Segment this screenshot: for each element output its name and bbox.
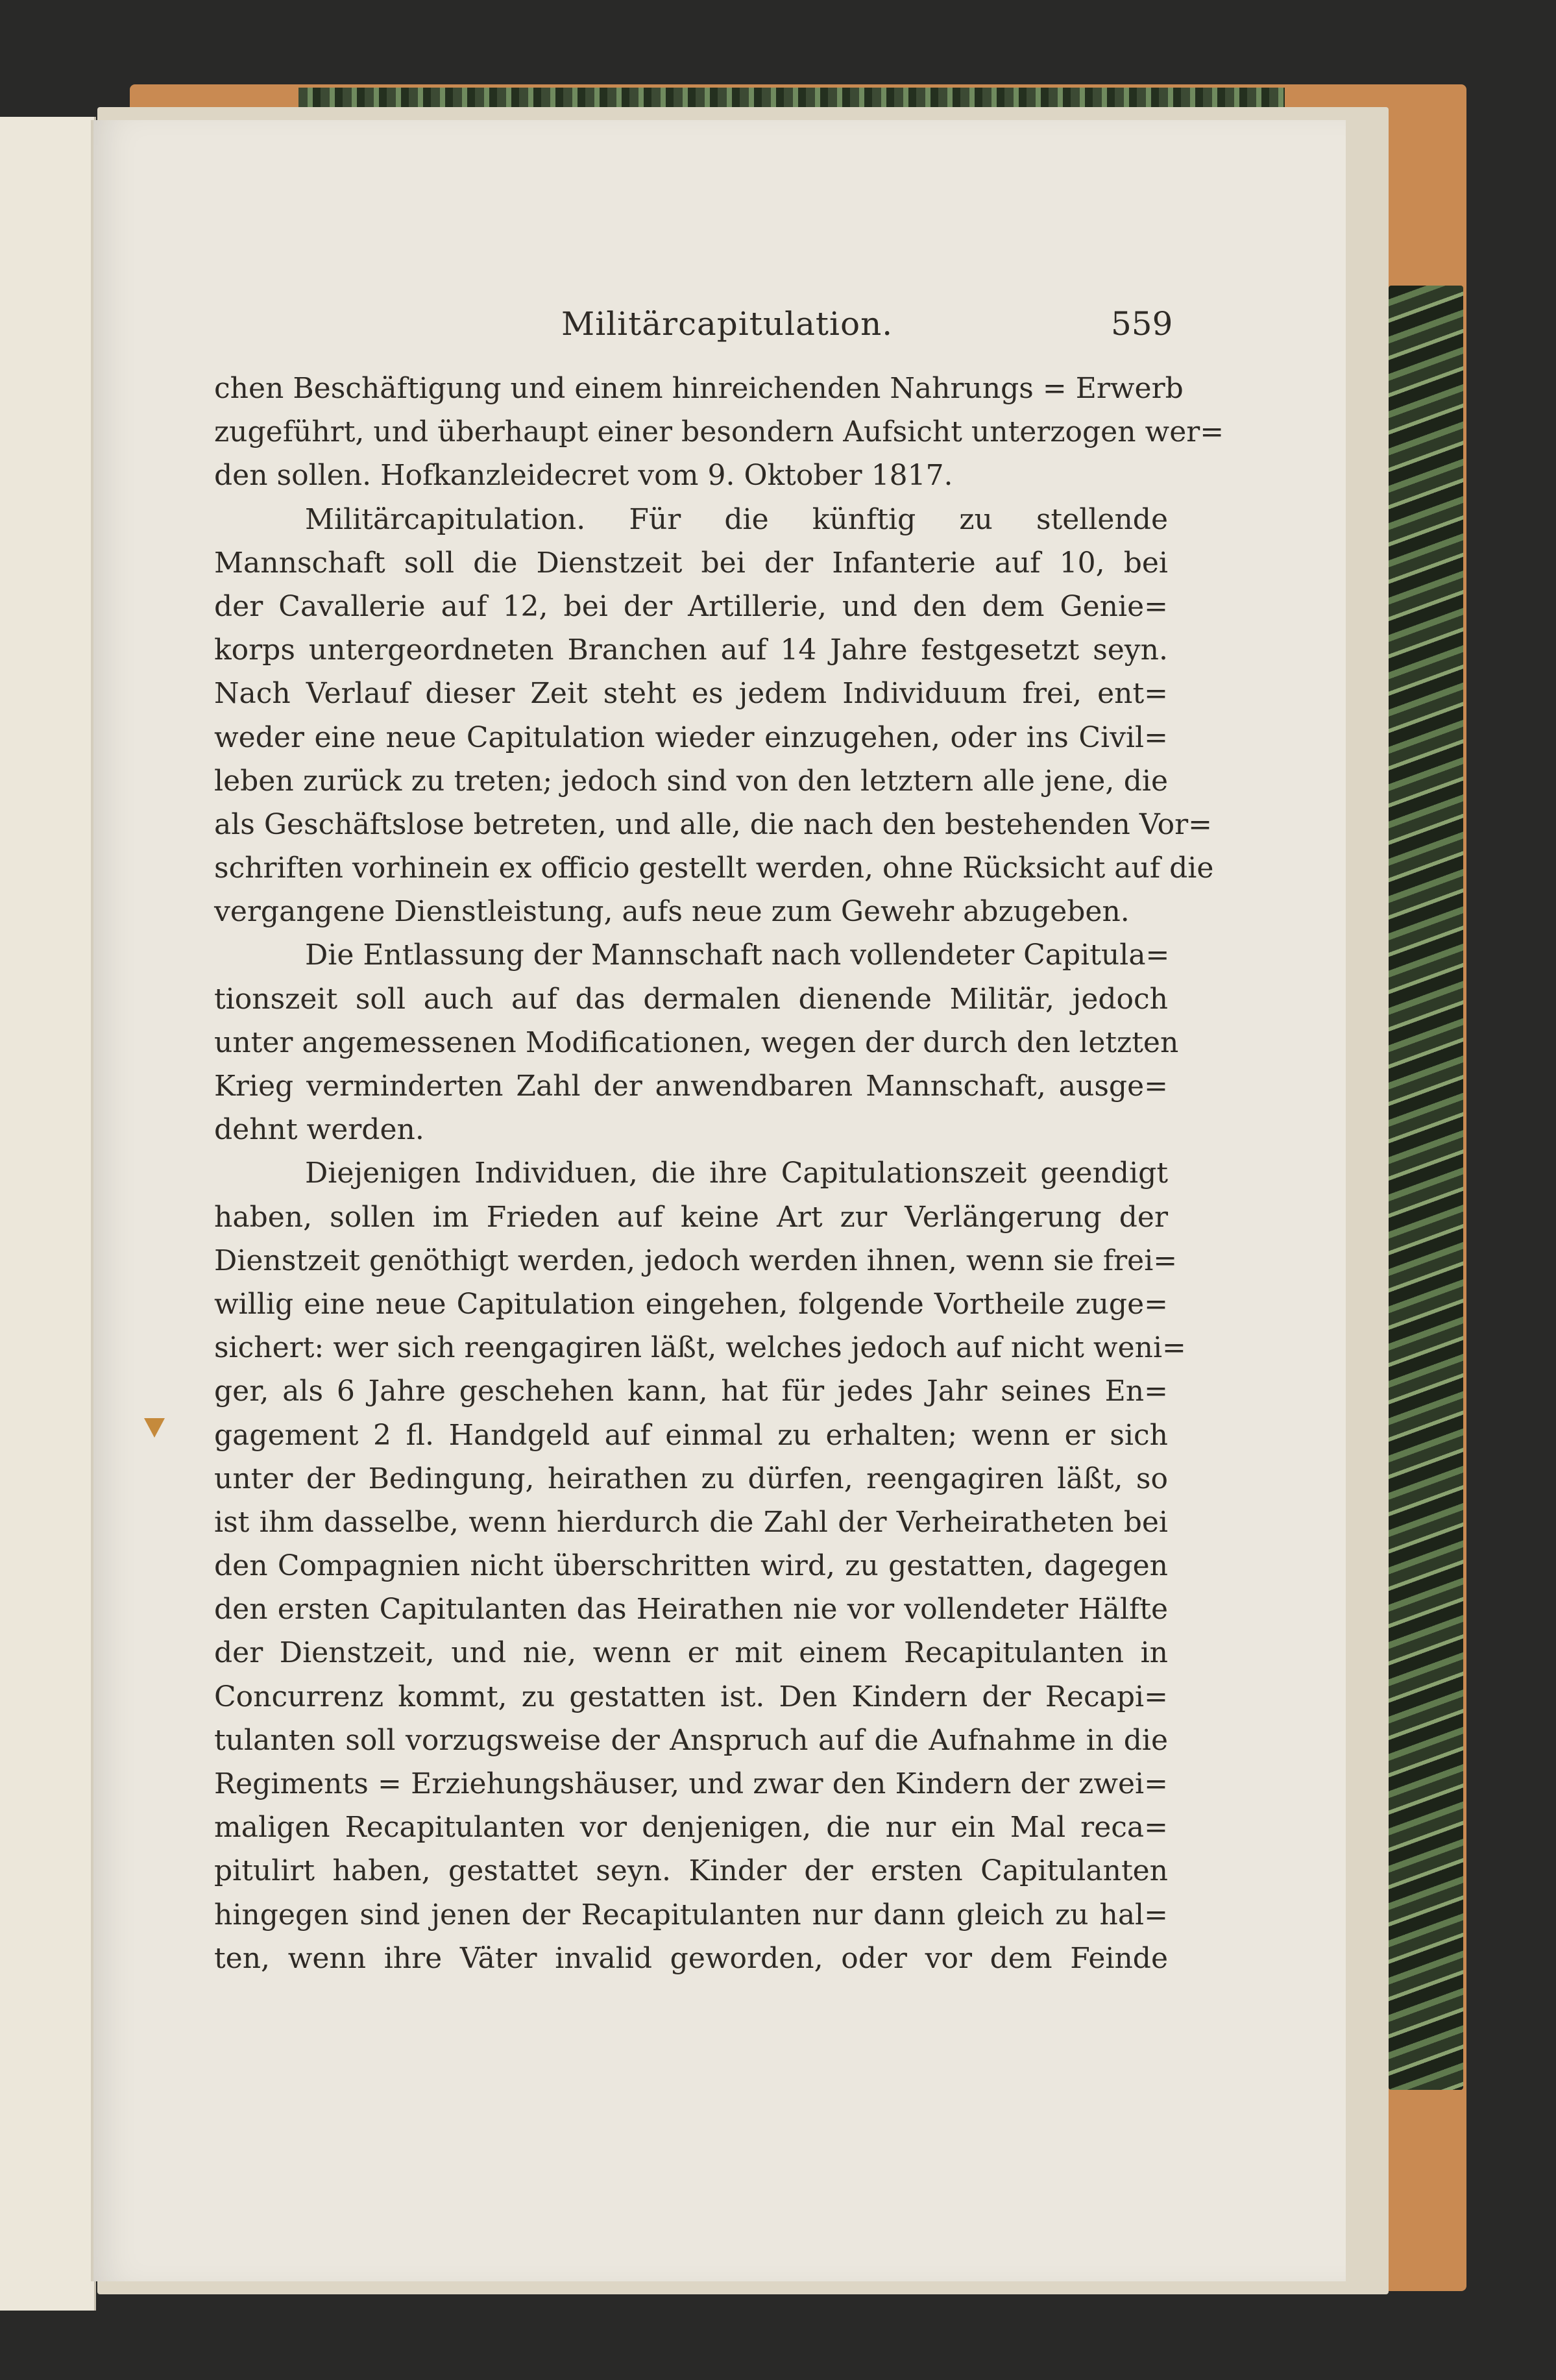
- text-line: vergangene Dienstleistung, aufs neue zum Gewehr abzugeben.: [214, 895, 1130, 929]
- text-line: leben zurück zu treten; jedoch sind von den letztern alle jene, die: [214, 764, 1168, 798]
- page-number: 559: [1111, 305, 1173, 343]
- text-line: Dienstzeit genöthigt werden, jedoch werden ihnen, wenn sie frei=: [214, 1244, 1178, 1277]
- text-line: Nach Verlauf dieser Zeit steht es jedem Individuum frei, ent=: [214, 677, 1168, 711]
- text-line: dehnt werden.: [214, 1113, 424, 1147]
- marbled-edge-right: [1389, 286, 1463, 2090]
- text-line: sichert: wer sich reengagiren läßt, welches jedoch auf nicht weni=: [214, 1331, 1186, 1365]
- body-text: [214, 367, 1224, 1980]
- text-line: ger, als 6 Jahre geschehen kann, hat für jedes Jahr seines En=: [214, 1375, 1168, 1408]
- text-line: ten, wenn ihre Väter invalid geworden, oder vor dem Feinde: [214, 1941, 1168, 1975]
- page-mark-icon: [144, 1418, 165, 1438]
- text-line: haben, sollen im Frieden auf keine Art zur Verlängerung der: [214, 1200, 1168, 1234]
- running-title: Militärcapitulation.: [561, 305, 893, 343]
- text-line: korps untergeordneten Branchen auf 14 Jahre festgesetzt seyn.: [214, 633, 1168, 667]
- text-line: Krieg verminderten Zahl der anwendbaren Mannschaft, ausge=: [214, 1070, 1168, 1103]
- text-line: Diejenigen Individuen, die ihre Capitulationszeit geendigt: [305, 1157, 1168, 1190]
- text-line: unter angemessenen Modificationen, wegen der durch den letzten: [214, 1025, 1179, 1059]
- text-line: pitulirt haben, gestattet seyn. Kinder der ersten Capitulanten: [214, 1854, 1168, 1888]
- text-line: weder eine neue Capitulation wieder einzugehen, oder ins Civil=: [214, 720, 1168, 754]
- text-line: der Dienstzeit, und nie, wenn er mit einem Recapitulanten in: [214, 1636, 1168, 1670]
- text-line: der Cavallerie auf 12, bei der Artillerie, und den dem Genie=: [214, 589, 1168, 623]
- text-line: schriften vorhinein ex officio gestellt werden, ohne Rücksicht auf die: [214, 852, 1214, 885]
- page-header: [0, 305, 1556, 357]
- text-line: gagement 2 fl. Handgeld auf einmal zu erhalten; wenn er sich: [214, 1418, 1168, 1452]
- text-line: als Geschäftslose betreten, und alle, die nach den bestehenden Vor=: [214, 807, 1212, 841]
- text-line: den sollen. Hofkanzleidecret vom 9. Oktober 1817.: [214, 459, 953, 493]
- text-line: unter der Bedingung, heirathen zu dürfen, reengagiren läßt, so: [214, 1462, 1168, 1495]
- text-line: ist ihm dasselbe, wenn hierdurch die Zahl der Verheiratheten bei: [214, 1505, 1168, 1539]
- text-line: tionszeit soll auch auf das dermalen dienende Militär, jedoch: [214, 982, 1168, 1016]
- text-line: den ersten Capitulanten das Heirathen nie vor vollendeter Hälfte: [214, 1593, 1168, 1626]
- text-line: maligen Recapitulanten vor denjenigen, die nur ein Mal reca=: [214, 1811, 1168, 1845]
- text-line: Regiments = Erziehungshäuser, und zwar den Kindern der zwei=: [214, 1767, 1168, 1800]
- text-line: chen Beschäftigung und einem hinreichenden Nahrungs = Erwerb: [214, 372, 1184, 405]
- text-line: den Compagnien nicht überschritten wird, zu gestatten, dagegen: [214, 1549, 1168, 1583]
- text-line: Die Entlassung der Mannschaft nach vollendeter Capitula=: [305, 939, 1170, 972]
- section-heading-line: Militärcapitulation. Für die künftig zu stellende: [305, 502, 1168, 536]
- facing-page: [0, 117, 96, 2311]
- text-line: zugeführt, und überhaupt einer besondern Aufsicht unterzogen wer=: [214, 415, 1224, 449]
- text-line: Mannschaft soll die Dienstzeit bei der Infanterie auf 10, bei: [214, 546, 1168, 580]
- text-line: willig eine neue Capitulation eingehen, folgende Vortheile zuge=: [214, 1287, 1168, 1321]
- text-line: Concurrenz kommt, zu gestatten ist. Den Kindern der Recapi=: [214, 1680, 1168, 1713]
- text-line: tulanten soll vorzugsweise der Anspruch auf die Aufnahme in die: [214, 1723, 1168, 1757]
- text-line: hingegen sind jenen der Recapitulanten nur dann gleich zu hal=: [214, 1898, 1168, 1932]
